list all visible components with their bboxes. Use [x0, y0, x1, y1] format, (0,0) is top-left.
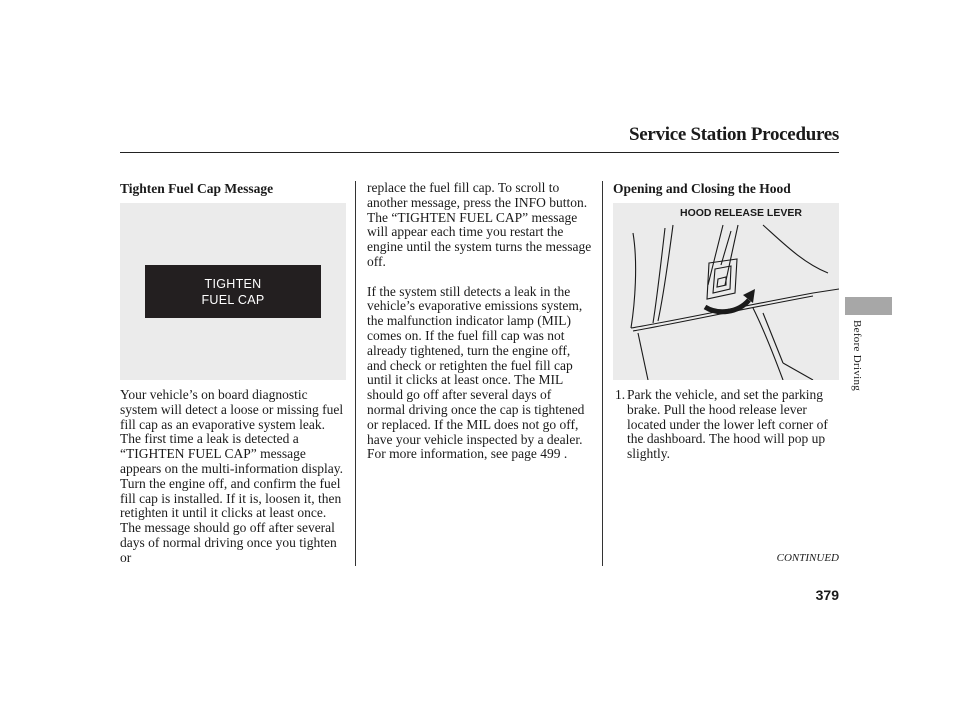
- hood-release-illustration: [613, 203, 839, 380]
- page-number: 379: [815, 587, 839, 603]
- hood-release-lever-label: HOOD RELEASE LEVER: [680, 207, 802, 219]
- hood-heading: Opening and Closing the Hood: [613, 181, 791, 196]
- hood-release-figure: [613, 203, 839, 380]
- title-rule: [120, 152, 839, 153]
- fuel-cap-body: [120, 388, 348, 566]
- fuel-cap-paragraph: Your vehicle’s on board diagnostic system will detect a loose or missing fuel fill cap as an evaporative system leak. The first time a leak is detected a “TIGHTEN FUEL CAP” message appears on the multi-information display. Turn the engine off, and confirm the fuel fill cap is installed. If it is, loosen it, then retighten it until it clicks at least once. The message should go off after several days of normal driving once you tighten or: [120, 387, 344, 565]
- col2-paragraph-1: replace the fuel fill cap. To scroll to another message, press the INFO button. The “TIGHTEN FUEL CAP” message will appear each time you restart the engine until the system turns the message off.: [367, 180, 592, 269]
- continued-label: CONTINUED: [776, 552, 839, 564]
- column-2-body: [367, 181, 592, 462]
- section-tab: [845, 297, 892, 315]
- page-title: Service Station Procedures: [629, 124, 839, 145]
- step-1-number: 1.: [615, 387, 626, 402]
- fuel-cap-heading: Tighten Fuel Cap Message: [120, 181, 274, 196]
- column-divider-1: [355, 181, 356, 566]
- section-tab-label: Before Driving: [851, 320, 863, 392]
- display-line-2: FUEL CAP: [201, 292, 265, 307]
- step-1-text: Park the vehicle, and set the parking brake. Pull the hood release lever located under the lower left corner of the dashboard. The hood will pop up slightly.: [627, 387, 828, 462]
- step-1: [615, 388, 841, 462]
- tighten-fuel-cap-display: [145, 265, 321, 318]
- column-divider-2: [602, 181, 603, 566]
- col2-paragraph-2: If the system still detects a leak in the vehicle’s evaporative emissions system, the malfunction indicator lamp (MIL) comes on. If the fuel fill cap was not already tightened, turn the engine off, and check or retighten the fuel fill cap until it clicks at least once. The MIL should go off after several days of normal driving once the cap is tightened or replaced. If the MIL does not go off, have your vehicle inspected by a dealer. For more information, see page 499 .: [367, 283, 585, 462]
- display-line-1: TIGHTEN: [204, 276, 262, 291]
